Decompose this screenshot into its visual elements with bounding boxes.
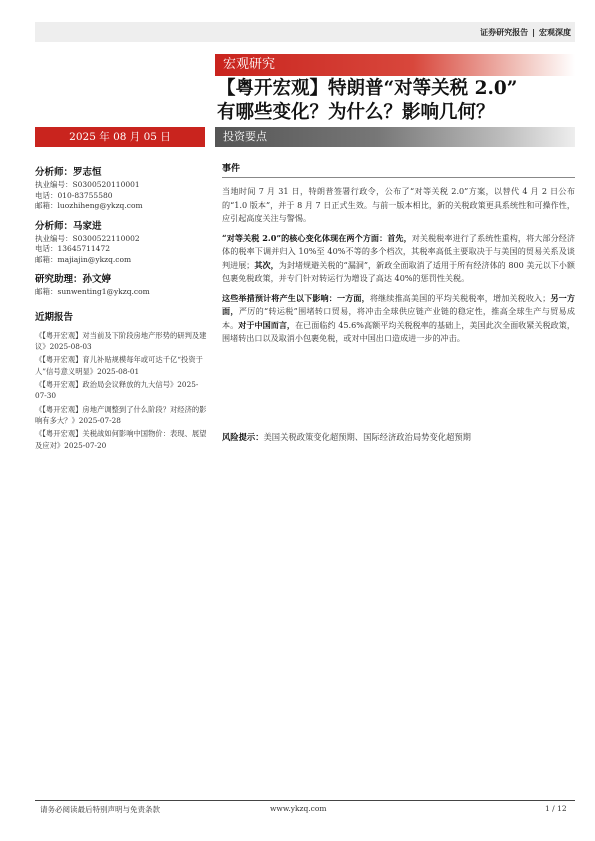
analyst-license: 执业编号：S0300520110001: [35, 180, 140, 189]
body-text: 对关税税率进行了系统性重构，将大部分经济体的税率下调并归入 10%至 40%不等的多个档次，其税率高低主要取决于与美国的贸易关系及谈判进展；: [222, 232, 575, 270]
recent-report-link[interactable]: 《【粤开宏观】关税战如何影响中国物价：表现、展望及应对》2025-07-20: [35, 429, 207, 450]
footer-page-number: 1 / 12: [545, 804, 567, 813]
analyst-panel: [35, 166, 210, 306]
analyst-card: [35, 220, 210, 266]
analyst-name: 分析师：马家进: [35, 220, 102, 232]
risk-warning: [222, 431, 575, 443]
title-line-1: 【粤开宏观】特朗普“对等关税 2.0”: [217, 78, 518, 99]
analyst-email[interactable]: 邮箱：majiajin@ykzq.com: [35, 254, 132, 264]
assistant-email[interactable]: 邮箱：sunwenting1@ykzq.com: [35, 287, 150, 296]
recent-reports: [35, 313, 210, 453]
event-section-heading: 事件: [222, 161, 575, 178]
report-category-label: 宏观深度: [539, 27, 571, 37]
impact-paragraph: [222, 292, 575, 346]
report-date: 2025 年 08 月 05 日: [35, 127, 205, 147]
footer-disclaimer[interactable]: 请务必阅读最后特别声明与免责条款: [40, 805, 160, 814]
analyst-license: 执业编号：S0300522110002: [35, 233, 140, 243]
bold-lead: 这些举措预计将产生以下影响：一方面，: [222, 292, 370, 303]
footer-website[interactable]: www.ykzq.com: [270, 804, 327, 813]
recent-reports-heading: 近期报告: [35, 312, 74, 323]
body-text: 在已面临约 45.6%高额平均关税税率的基础上，美国此次全面收紧关税政策，围堵转出口以及取消小包裹免税，或对中国出口造成进一步的冲击。: [222, 319, 575, 343]
recent-report-link[interactable]: 《【粤开宏观】育儿补贴规模每年或可达千亿“投资于人”信号意义明显》2025-08-01: [35, 355, 203, 376]
body-text: 为封堵规避关税的“漏洞”，新政全面取消了适用于所有经济体的 800 美元以下小额包裹免税政策，并专门针对转运行为增设了高达 40%的惩罚性关税。: [222, 259, 575, 283]
analyst-email[interactable]: 邮箱：luozhiheng@ykzq.com: [35, 201, 143, 210]
assistant-card: [35, 273, 210, 298]
bold-lead: 另一方面，: [222, 292, 575, 316]
bold-lead: 其次，: [254, 259, 279, 270]
analyst-phone: 电话：13645711472: [35, 244, 110, 253]
core-changes-paragraph: [222, 232, 575, 286]
body-text: 严厉的“转运税”围堵转口贸易，将冲击全球供应链产业链的稳定性，推高全球生产与贸易成本。: [222, 306, 575, 330]
event-paragraph: 当地时间 7 月 31 日，特朗普签署行政令，公布了“对等关税 2.0”方案，以替代 4 月 2 日公布的“1.0 版本”，并于 8 月 7 日正式生效。与前一版本相比，新的关税政策更具系统性和可操作性，应引起高度关注与警惕。: [222, 186, 575, 223]
body-text: 将继续推高美国的平均关税税率，增加关税收入；: [369, 292, 551, 303]
analyst-name: 分析师：罗志恒: [35, 167, 102, 178]
analyst-phone: 电话：010-83755580: [35, 190, 113, 200]
assistant-name: 研究助理：孙文婷: [35, 274, 112, 285]
main-body: [222, 185, 575, 352]
recent-report-link[interactable]: 《【粤开宏观】政治局会议释放的九大信号》2025-07-30: [35, 379, 199, 401]
footer-divider: [35, 800, 575, 801]
bold-lead: 对于中国而言，: [238, 319, 296, 330]
analyst-card: [35, 166, 210, 212]
header-separator: |: [532, 27, 535, 37]
report-title: [217, 77, 577, 125]
title-line-2: 有哪些变化？为什么？影响几何？: [217, 102, 495, 123]
recent-report-link[interactable]: 《【粤开宏观】对当前及下阶段房地产形势的研判及建议》2025-08-03: [35, 330, 207, 352]
investment-points-bar: 投资要点: [215, 127, 575, 147]
top-header-bar: [35, 22, 575, 42]
risk-label: 风险提示：: [222, 432, 264, 442]
recent-report-link[interactable]: 《【粤开宏观】房地产调整到了什么阶段？对经济的影响有多大？》2025-07-28: [35, 404, 207, 426]
category-tag: 宏观研究: [215, 54, 575, 76]
risk-text: 美国关税政策变化超预期、国际经济政治局势变化超预期: [263, 432, 471, 442]
bold-lead: “对等关税 2.0”的核心变化体现在两个方面：首先，: [222, 232, 412, 243]
report-type-label: 证券研究报告: [480, 27, 529, 37]
